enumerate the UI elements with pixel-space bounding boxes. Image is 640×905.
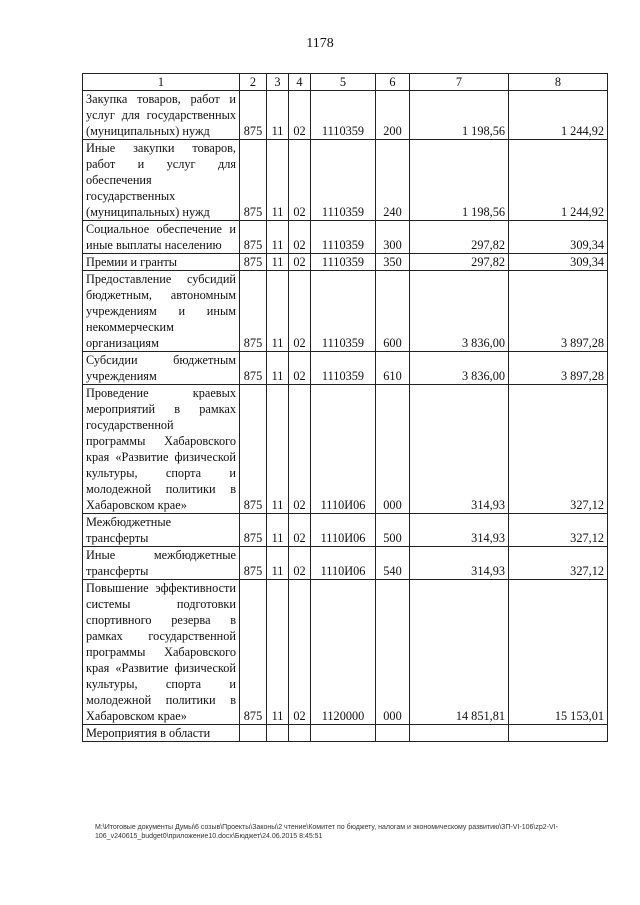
row-value-cell: 314,93 [410, 385, 509, 514]
row-value-cell: 11 [267, 352, 289, 385]
row-value-cell: 02 [289, 352, 311, 385]
row-value-cell: 3 897,28 [509, 352, 608, 385]
row-value-cell: 875 [240, 385, 267, 514]
row-value-cell: 02 [289, 254, 311, 271]
row-value-cell: 14 851,81 [410, 580, 509, 725]
row-value-cell: 1110И06 [311, 547, 376, 580]
row-value-cell: 1110359 [311, 91, 376, 140]
row-value-cell: 02 [289, 547, 311, 580]
row-value-cell: 1110359 [311, 254, 376, 271]
row-value-cell: 02 [289, 271, 311, 352]
row-value-cell: 11 [267, 254, 289, 271]
row-name-cell: Иные межбюджетные трансферты [83, 547, 240, 580]
table-row [83, 140, 608, 221]
row-value-cell: 875 [240, 352, 267, 385]
row-value-cell: 309,34 [509, 221, 608, 254]
budget-table [82, 73, 608, 742]
row-value-cell: 11 [267, 140, 289, 221]
row-value-cell: 875 [240, 580, 267, 725]
row-value-cell: 314,93 [410, 514, 509, 547]
row-value-cell: 600 [376, 271, 410, 352]
row-value-cell: 875 [240, 254, 267, 271]
row-value-cell: 300 [376, 221, 410, 254]
row-value-cell [311, 725, 376, 742]
row-value-cell: 875 [240, 140, 267, 221]
row-value-cell: 1120000 [311, 580, 376, 725]
row-value-cell [289, 725, 311, 742]
row-name-cell: Предоставление субсидий бюджетным, автономным учреждениям и иным некоммерческим организациям [83, 271, 240, 352]
row-value-cell: 297,82 [410, 221, 509, 254]
row-value-cell: 875 [240, 221, 267, 254]
row-name-cell: Премии и гранты [83, 254, 240, 271]
row-value-cell [240, 725, 267, 742]
row-value-cell: 875 [240, 514, 267, 547]
row-value-cell: 540 [376, 547, 410, 580]
row-value-cell: 1110359 [311, 221, 376, 254]
row-value-cell: 3 836,00 [410, 271, 509, 352]
row-value-cell: 350 [376, 254, 410, 271]
row-value-cell: 1110И06 [311, 385, 376, 514]
row-value-cell: 1 198,56 [410, 140, 509, 221]
table-row [83, 547, 608, 580]
row-value-cell: 875 [240, 271, 267, 352]
table-row [83, 580, 608, 725]
row-value-cell: 500 [376, 514, 410, 547]
row-value-cell: 02 [289, 140, 311, 221]
column-header: 7 [410, 74, 509, 91]
row-value-cell: 02 [289, 221, 311, 254]
row-name-cell: Повышение эффективности системы подготовки спортивного резерва в рамках государственной программы Хабаровского края «Развитие физической культуры, спорта и молодежной политики в Хабаровском крае» [83, 580, 240, 725]
row-value-cell: 3 836,00 [410, 352, 509, 385]
row-value-cell: 11 [267, 547, 289, 580]
row-value-cell: 1110359 [311, 271, 376, 352]
row-value-cell: 327,12 [509, 514, 608, 547]
row-value-cell: 610 [376, 352, 410, 385]
row-value-cell [267, 725, 289, 742]
row-value-cell: 02 [289, 514, 311, 547]
row-value-cell: 02 [289, 385, 311, 514]
row-value-cell: 1110359 [311, 352, 376, 385]
column-header: 2 [240, 74, 267, 91]
table-row [83, 725, 608, 742]
table-row [83, 271, 608, 352]
row-value-cell: 000 [376, 385, 410, 514]
footer-file-path: M:\Итоговые документы Думы\6 созыв\Проекты\Законы\2 чтение\Комитет по бюджету, налогам и экономическому развитию\ЗП-VI-106\zp2-VI-106_v240615_budget0\приложение10.docx\Бюджет\24.06.2015 8:45:51 [95, 824, 558, 840]
row-value-cell: 1110И06 [311, 514, 376, 547]
column-header: 3 [267, 74, 289, 91]
row-value-cell: 327,12 [509, 547, 608, 580]
column-header: 1 [83, 74, 240, 91]
row-value-cell [376, 725, 410, 742]
table-row [83, 91, 608, 140]
table-row [83, 385, 608, 514]
row-value-cell: 309,34 [509, 254, 608, 271]
row-value-cell: 1 244,92 [509, 140, 608, 221]
row-value-cell: 200 [376, 91, 410, 140]
row-value-cell: 11 [267, 580, 289, 725]
row-name-cell: Субсидии бюджетным учреждениям [83, 352, 240, 385]
column-header: 8 [509, 74, 608, 91]
row-name-cell: Иные закупки товаров, работ и услуг для обеспечения государственных (муниципальных) нужд [83, 140, 240, 221]
column-header: 5 [311, 74, 376, 91]
row-value-cell: 875 [240, 547, 267, 580]
table-header-row [83, 74, 608, 91]
row-name-cell: Закупка товаров, работ и услуг для государственных (муниципальных) нужд [83, 91, 240, 140]
row-value-cell: 02 [289, 580, 311, 725]
row-value-cell: 11 [267, 385, 289, 514]
table-row [83, 221, 608, 254]
page-number: 1178 [306, 36, 334, 51]
row-value-cell: 1 198,56 [410, 91, 509, 140]
row-value-cell: 875 [240, 91, 267, 140]
row-value-cell [509, 725, 608, 742]
column-header: 6 [376, 74, 410, 91]
row-value-cell: 327,12 [509, 385, 608, 514]
row-name-cell: Проведение краевых мероприятий в рамках государственной программы Хабаровского края «Развитие физической культуры, спорта и молодежной политики в Хабаровском крае» [83, 385, 240, 514]
row-name-cell: Мероприятия в области [83, 725, 240, 742]
row-name-cell: Социальное обеспечение и иные выплаты населению [83, 221, 240, 254]
row-value-cell: 1 244,92 [509, 91, 608, 140]
row-value-cell: 3 897,28 [509, 271, 608, 352]
table-row [83, 514, 608, 547]
table-row [83, 254, 608, 271]
row-value-cell: 15 153,01 [509, 580, 608, 725]
row-value-cell: 1110359 [311, 140, 376, 221]
row-value-cell: 02 [289, 91, 311, 140]
row-value-cell: 11 [267, 271, 289, 352]
row-value-cell: 000 [376, 580, 410, 725]
row-value-cell: 240 [376, 140, 410, 221]
row-value-cell: 11 [267, 514, 289, 547]
row-value-cell: 11 [267, 91, 289, 140]
row-name-cell: Межбюджетные трансферты [83, 514, 240, 547]
row-value-cell [410, 725, 509, 742]
row-value-cell: 11 [267, 221, 289, 254]
row-value-cell: 297,82 [410, 254, 509, 271]
column-header: 4 [289, 74, 311, 91]
row-value-cell: 314,93 [410, 547, 509, 580]
table-row [83, 352, 608, 385]
